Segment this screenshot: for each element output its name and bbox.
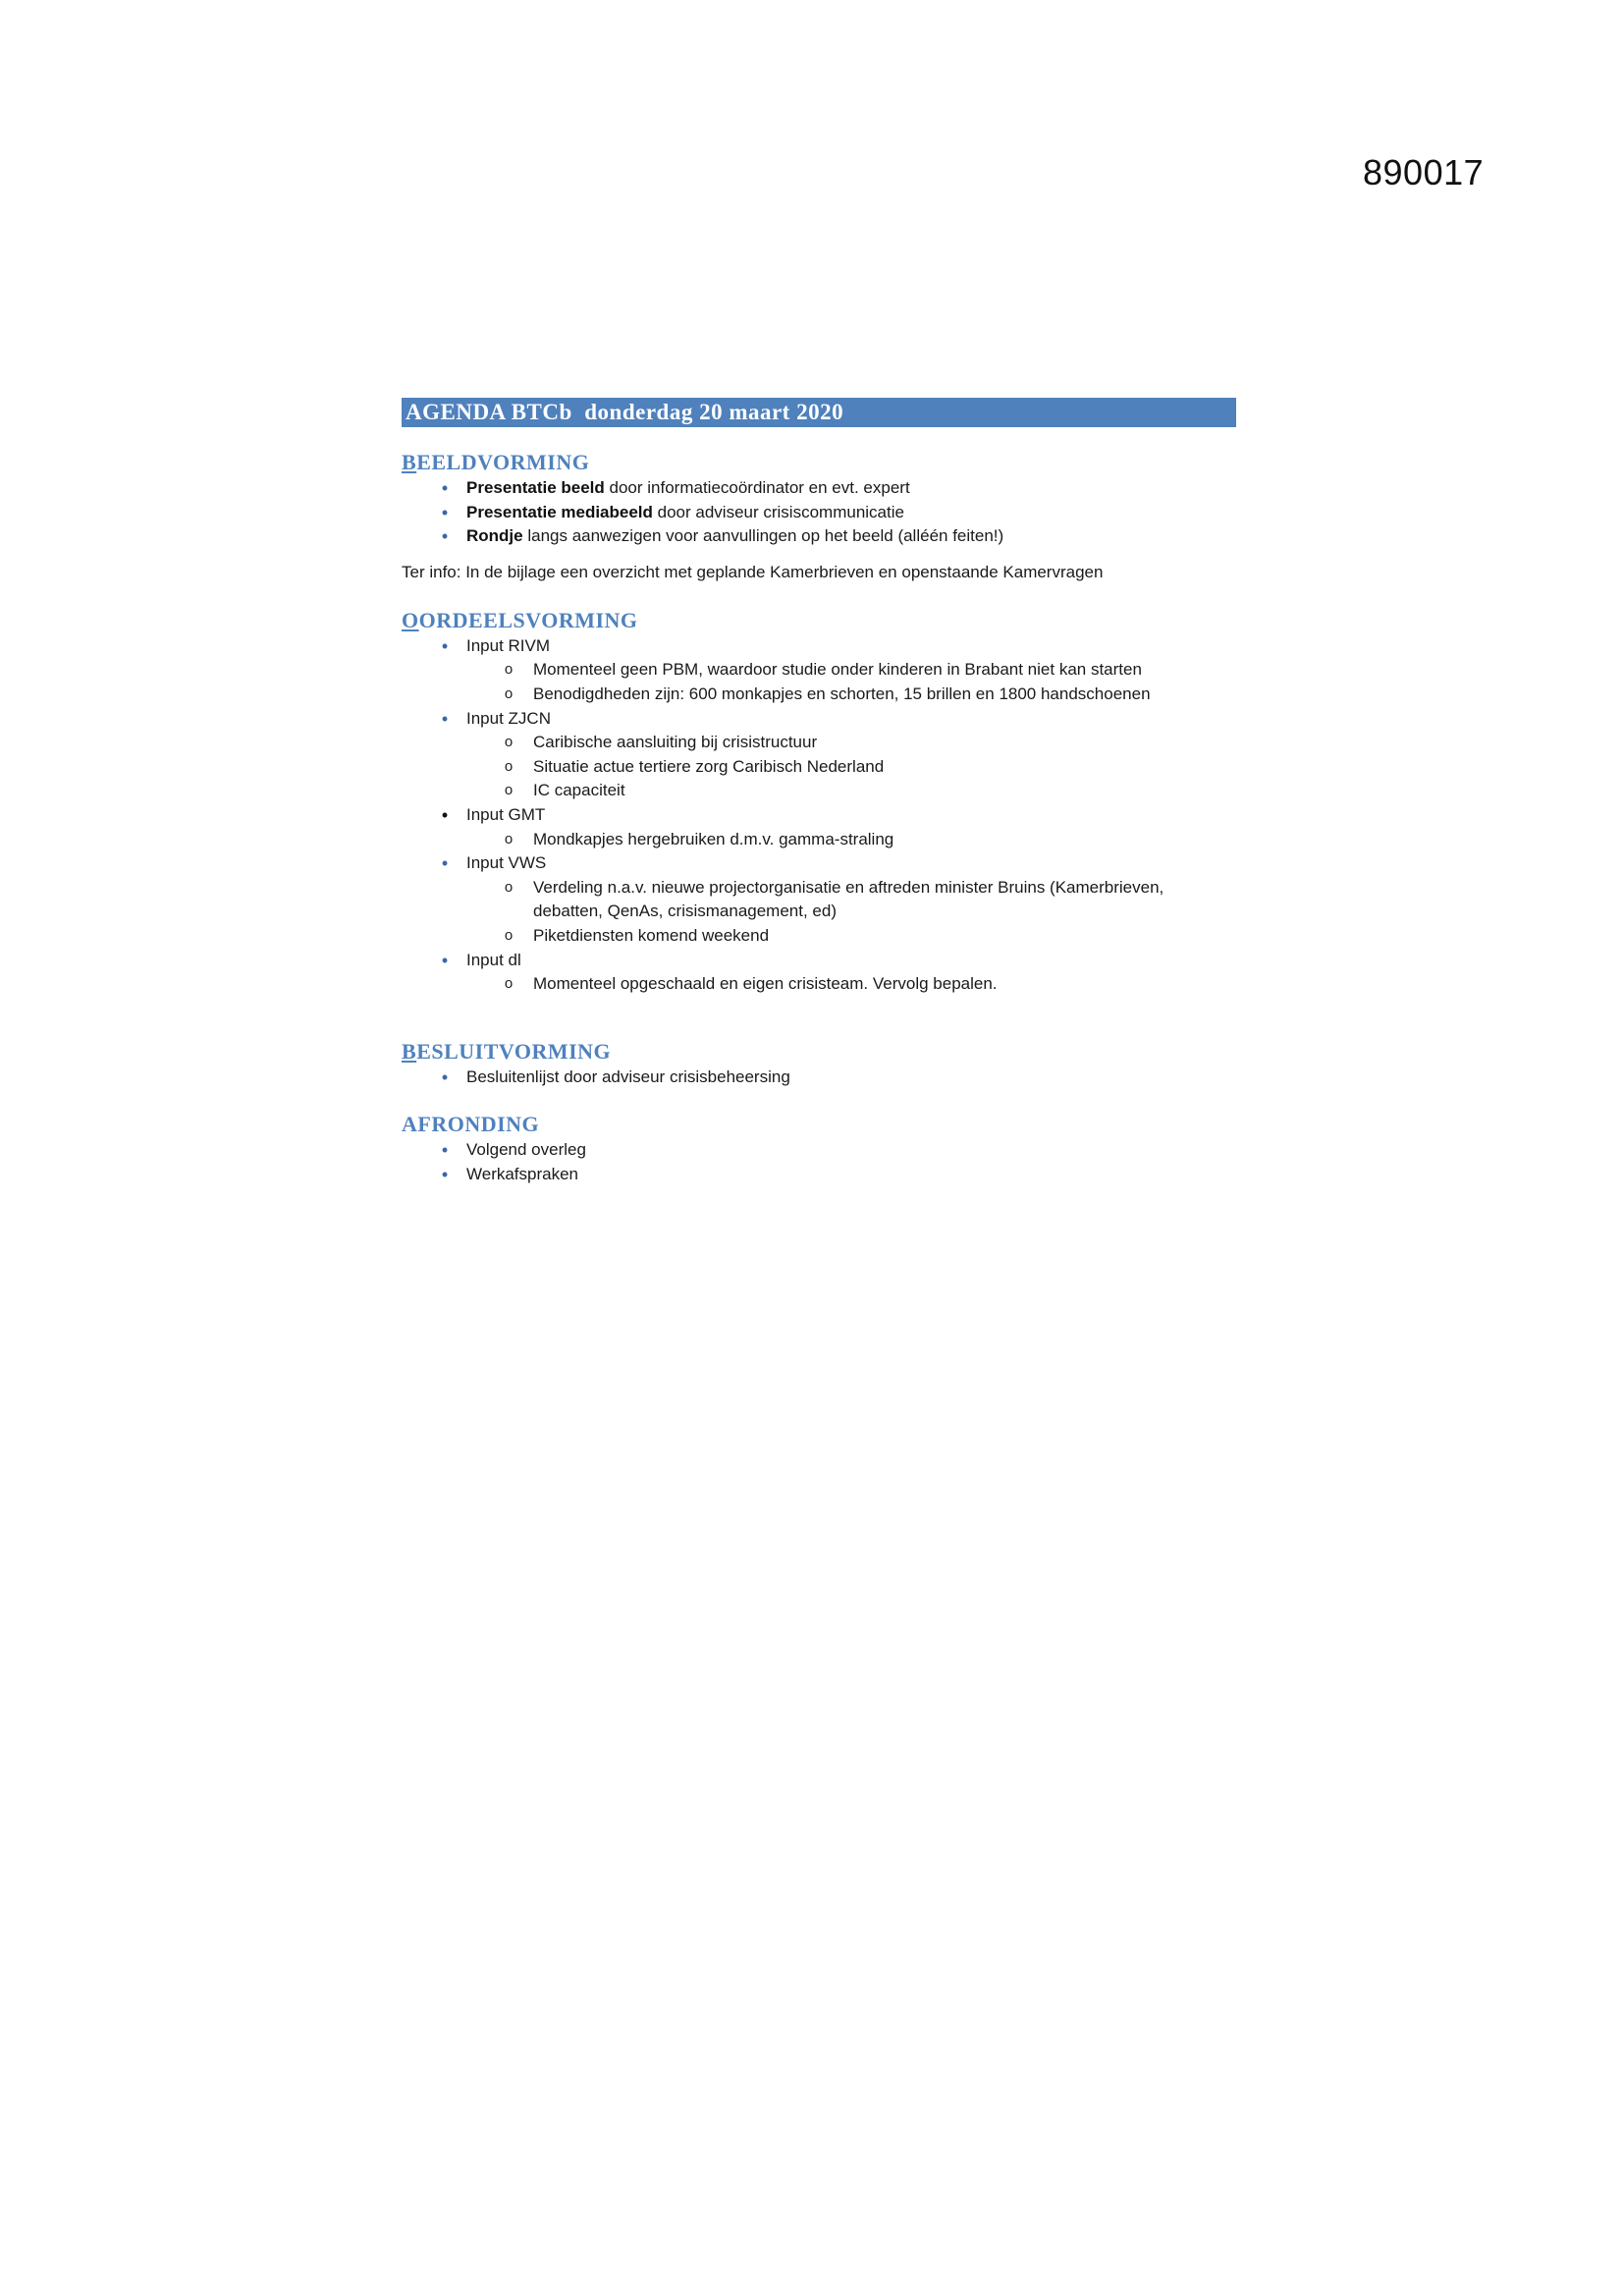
sub-list-item xyxy=(466,972,1236,997)
sub-list-item xyxy=(466,683,1236,707)
heading-rest: ORDEELSVORMING xyxy=(418,607,638,632)
heading-initial: O xyxy=(402,607,419,632)
list-item xyxy=(402,803,1236,851)
sub-item-text: Momenteel geen PBM, waardoor studie onder kinderen in Brabant niet kan starten xyxy=(533,660,1142,680)
list-item xyxy=(402,1066,1236,1090)
list-item xyxy=(402,949,1236,997)
bullet-icon: • xyxy=(441,502,449,522)
heading-rest: ESLUITVORMING xyxy=(416,1038,612,1064)
sub-item-text: Piketdiensten komend weekend xyxy=(533,925,770,945)
bullet-icon: • xyxy=(441,635,449,656)
sub-list xyxy=(466,972,1236,997)
sub-item-text: Momenteel opgeschaald en eigen crisisteam. Vervolg bepalen. xyxy=(533,974,998,994)
sub-list-item xyxy=(466,924,1236,949)
item-label: Input VWS xyxy=(466,853,547,873)
circle-bullet-icon: o xyxy=(504,661,514,679)
heading-initial: B xyxy=(402,450,417,474)
sub-list-item xyxy=(466,658,1236,683)
circle-bullet-icon: o xyxy=(504,926,514,944)
item-bold: Presentatie mediabeeld xyxy=(466,502,653,521)
item-label: Input GMT xyxy=(466,804,546,824)
sub-list xyxy=(466,731,1236,803)
document-number: 890017 xyxy=(1363,152,1485,192)
section-heading-oordeelsvorming xyxy=(402,607,1236,634)
list-item xyxy=(402,501,1236,525)
sub-list xyxy=(466,658,1236,706)
sub-list-item xyxy=(466,755,1236,780)
besluitvorming-list xyxy=(402,1066,1236,1090)
item-text: Werkafspraken xyxy=(466,1164,579,1183)
list-item xyxy=(402,476,1236,501)
list-item xyxy=(402,1163,1236,1187)
circle-bullet-icon: o xyxy=(504,975,514,993)
heading-initial: B xyxy=(402,1038,417,1064)
item-text: langs aanwezigen voor aanvullingen op het beeld (alléén feiten!) xyxy=(522,526,1004,546)
list-item xyxy=(402,634,1236,707)
ter-info-note: Ter info: In de bijlage een overzicht met geplande Kamerbrieven en openstaande Kamervragen xyxy=(402,562,1104,581)
circle-bullet-icon: o xyxy=(504,757,514,775)
sub-item-text: Verdeling n.a.v. nieuwe projectorganisatie en aftreden minister Bruins (Kamerbrieven, debatten, QenAs, crisismanagement, ed) xyxy=(533,877,1164,921)
section-heading-besluitvorming xyxy=(402,1038,1236,1066)
list-item xyxy=(402,707,1236,803)
circle-bullet-icon: o xyxy=(504,830,514,847)
sub-item-text: Caribische aansluiting bij crisistructuur xyxy=(533,733,818,752)
bullet-icon: • xyxy=(441,804,449,825)
circle-bullet-icon: o xyxy=(504,734,514,751)
sub-item-text: Situatie actue tertiere zorg Caribisch Nederland xyxy=(533,756,885,776)
sub-list-item xyxy=(466,876,1220,924)
sub-item-text: Benodigdheden zijn: 600 monkapjes en schorten, 15 brillen en 1800 handschoenen xyxy=(533,683,1151,703)
item-label: Input RIVM xyxy=(466,635,551,655)
item-text: Volgend overleg xyxy=(466,1140,586,1160)
bullet-icon: • xyxy=(441,526,449,547)
bullet-icon: • xyxy=(441,1066,449,1087)
list-item xyxy=(402,851,1236,948)
bullet-icon: • xyxy=(441,478,449,498)
sub-list-item xyxy=(466,731,1236,755)
sub-item-text: IC capaciteit xyxy=(533,781,625,800)
afronding-list xyxy=(402,1138,1236,1186)
oordeelsvorming-list xyxy=(402,634,1236,997)
sub-list-item xyxy=(466,779,1236,803)
sub-list xyxy=(466,828,1236,852)
item-text: door adviseur crisiscommunicatie xyxy=(652,502,904,521)
section-heading-beeldvorming xyxy=(402,449,1236,476)
circle-bullet-icon: o xyxy=(504,878,514,896)
item-bold: Rondje xyxy=(466,526,523,546)
section-heading-afronding: AFRONDING xyxy=(402,1112,540,1137)
list-item xyxy=(402,1138,1236,1163)
bullet-icon: • xyxy=(441,708,449,729)
beeldvorming-list xyxy=(402,476,1236,549)
bullet-icon: • xyxy=(441,853,449,874)
item-label: Input dl xyxy=(466,950,521,969)
heading-rest: EELDVORMING xyxy=(416,450,590,474)
item-label: Input ZJCN xyxy=(466,708,551,728)
circle-bullet-icon: o xyxy=(504,782,514,799)
sub-list-item xyxy=(466,828,1236,852)
sub-item-text: Mondkapjes hergebruiken d.m.v. gamma-straling xyxy=(533,829,894,848)
bullet-icon: • xyxy=(441,1164,449,1184)
circle-bullet-icon: o xyxy=(504,684,514,702)
item-bold: Presentatie beeld xyxy=(466,478,605,497)
agenda-document xyxy=(402,398,1236,1186)
item-text: Besluitenlijst door adviseur crisisbeheersing xyxy=(466,1066,790,1086)
item-text: door informatiecoördinator en evt. expert xyxy=(604,478,910,497)
sub-list xyxy=(466,876,1236,949)
bullet-icon: • xyxy=(441,1140,449,1161)
list-item xyxy=(402,524,1236,549)
bullet-icon: • xyxy=(441,950,449,970)
agenda-title: AGENDA BTCb donderdag 20 maart 2020 xyxy=(402,398,1236,427)
